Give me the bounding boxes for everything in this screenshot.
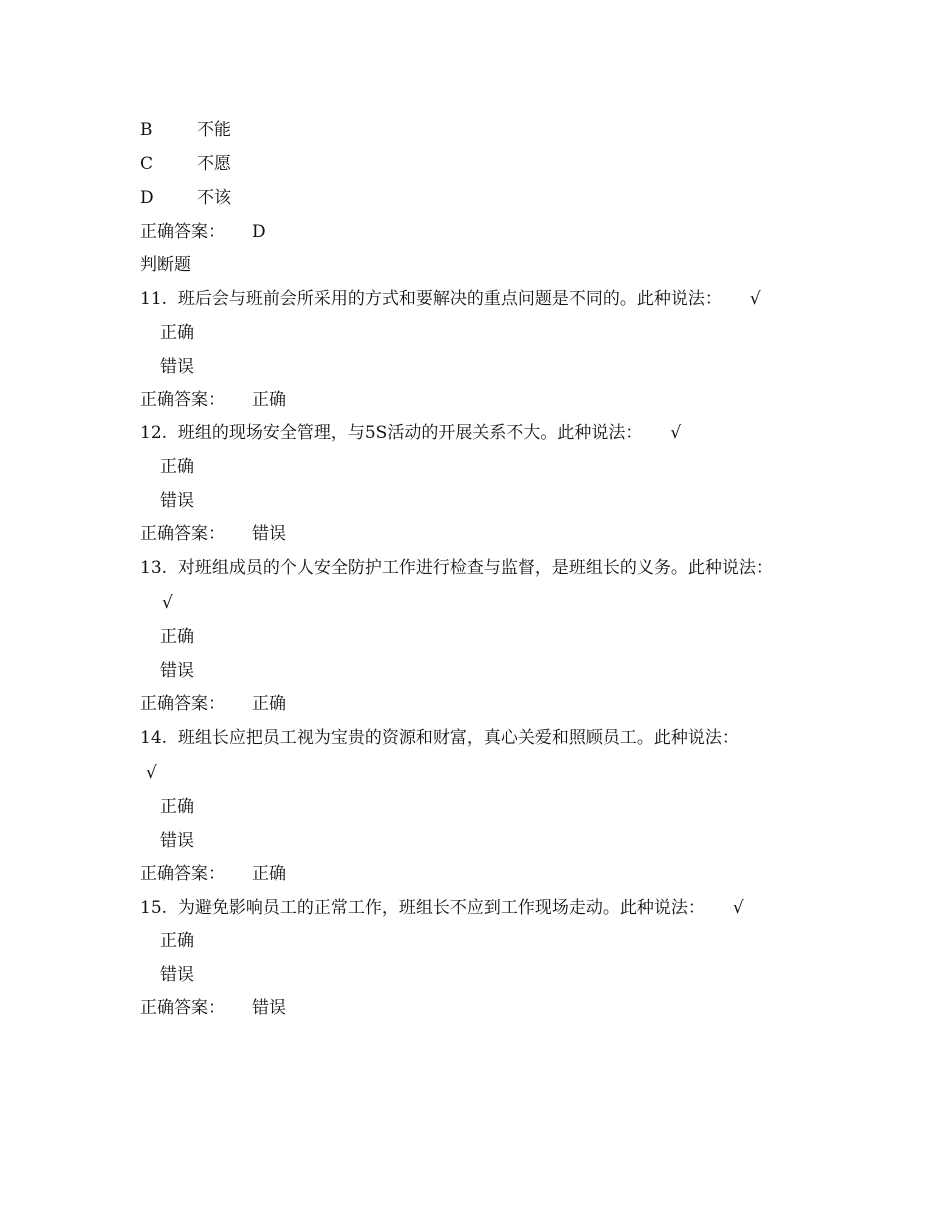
question-number: 13.: [140, 558, 168, 578]
question-text: 班后会与班前会所采用的方式和要解决的重点问题是不同的。此种说法：: [177, 289, 722, 309]
option-false: 错误: [160, 491, 194, 511]
answer-label: 正确答案：: [140, 390, 225, 410]
correct-answer-14: [140, 862, 286, 886]
check-mark: √: [732, 898, 744, 918]
question-text: 班组的现场安全管理，与5S活动的开展关系不大。此种说法：: [177, 423, 643, 443]
option-letter: D: [140, 188, 154, 208]
correct-answer-prev: [140, 220, 266, 244]
answer-value: 正确: [252, 694, 286, 714]
option-text: 不能: [197, 120, 231, 140]
question-13: [140, 556, 773, 580]
option-letter: C: [140, 154, 154, 174]
check-mark: √: [162, 593, 173, 613]
option-false: 错误: [160, 965, 194, 985]
option-true: 正确: [160, 797, 194, 817]
option-false: 错误: [160, 661, 194, 681]
option-true: 正确: [160, 457, 194, 477]
check-mark: √: [146, 763, 157, 783]
option-true: 正确: [160, 627, 194, 647]
answer-label: 正确答案：: [140, 998, 225, 1018]
answer-value: 正确: [252, 390, 286, 410]
section-title: 判断题: [140, 255, 191, 275]
correct-answer-12: [140, 522, 286, 546]
correct-answer-11: [140, 388, 286, 412]
question-number: 15.: [140, 898, 168, 918]
question-14: [140, 726, 739, 750]
answer-value: 错误: [252, 524, 286, 544]
option-text: 不愿: [197, 154, 231, 174]
option-d: [140, 186, 231, 210]
question-number: 14.: [140, 728, 168, 748]
option-text: 不该: [197, 188, 231, 208]
option-false: 错误: [160, 831, 194, 851]
option-c: [140, 152, 231, 176]
correct-answer-15: [140, 996, 286, 1020]
option-false: 错误: [160, 357, 194, 377]
question-number: 12.: [140, 423, 168, 443]
option-true: 正确: [160, 323, 194, 343]
question-text: 班组长应把员工视为宝贵的资源和财富，真心关爱和照顾员工。此种说法：: [177, 728, 739, 748]
question-11: [140, 287, 761, 311]
option-b: [140, 118, 231, 142]
answer-label: 正确答案：: [140, 524, 225, 544]
question-number: 11.: [140, 289, 168, 309]
answer-label: 正确答案：: [140, 222, 225, 242]
option-true: 正确: [160, 931, 194, 951]
answer-label: 正确答案：: [140, 694, 225, 714]
check-mark: √: [749, 289, 761, 309]
question-text: 对班组成员的个人安全防护工作进行检查与监督，是班组长的义务。此种说法：: [177, 558, 773, 578]
check-mark: √: [670, 423, 682, 443]
option-letter: B: [140, 120, 153, 140]
question-15: [140, 896, 744, 920]
answer-value: D: [252, 222, 266, 242]
correct-answer-13: [140, 692, 286, 716]
answer-value: 正确: [252, 864, 286, 884]
answer-value: 错误: [252, 998, 286, 1018]
question-12: [140, 421, 681, 445]
answer-label: 正确答案：: [140, 864, 225, 884]
question-text: 为避免影响员工的正常工作，班组长不应到工作现场走动。此种说法：: [177, 898, 705, 918]
